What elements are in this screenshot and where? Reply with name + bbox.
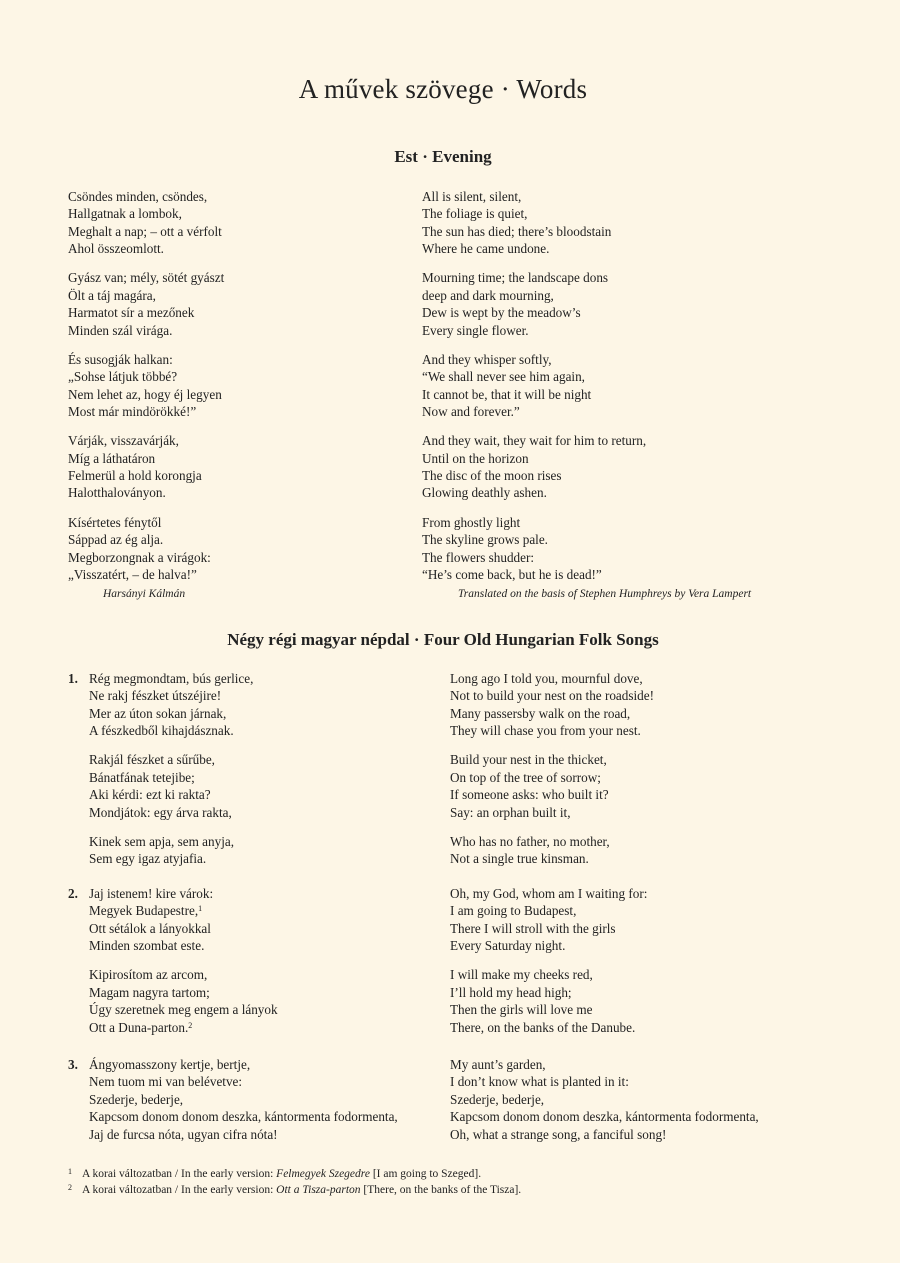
verse-text: “He’s come back, but he is dead!” xyxy=(422,566,602,582)
verse-line xyxy=(450,722,654,739)
verse-text: Kísértetes fénytől xyxy=(68,514,162,530)
verse-line xyxy=(89,705,253,722)
verse-text: Szederje, bederje, xyxy=(89,1091,184,1107)
verse-line xyxy=(450,902,647,919)
verse-text: Kapcsom donom donom deszka, kántormenta fodormenta, xyxy=(450,1109,759,1125)
verse-text: The flowers shudder: xyxy=(422,549,535,565)
verse-text: If someone asks: who built it? xyxy=(450,787,609,803)
verse-line xyxy=(450,751,654,768)
verse-text: Rég megmondtam, bús gerlice, xyxy=(89,671,254,686)
verse-text: Long ago I told you, mournful dove, xyxy=(450,671,643,686)
stanza xyxy=(89,751,253,821)
verse-line xyxy=(89,722,253,739)
verse-line xyxy=(422,351,646,368)
verse-text: I’ll hold my head high; xyxy=(450,984,572,1000)
verse-text: Build your nest in the thicket, xyxy=(450,752,607,768)
verse-line xyxy=(89,850,253,867)
verse-line xyxy=(68,450,224,467)
verse-text: Now and forever.” xyxy=(422,404,520,420)
verse-line xyxy=(422,467,646,484)
verse-text: The skyline grows pale. xyxy=(422,532,548,548)
verse-line xyxy=(450,1108,759,1125)
verse-text: Kipirosítom az arcom, xyxy=(89,967,208,983)
verse-text: There I will stroll with the girls xyxy=(450,920,616,936)
verse-text: Who has no father, no mother, xyxy=(450,833,610,849)
verse-line xyxy=(450,1073,759,1090)
verse-line xyxy=(89,751,253,768)
verse-line xyxy=(89,966,278,983)
verse-line xyxy=(422,450,646,467)
verse-text: Harmatot sír a mezőnek xyxy=(68,305,195,321)
verse-line xyxy=(450,1019,647,1036)
verse-text: Sem egy igaz atyjafia. xyxy=(89,851,207,867)
verse-line xyxy=(89,1056,398,1073)
stanza xyxy=(89,885,278,955)
verse-line xyxy=(422,403,646,420)
verse-line xyxy=(68,531,224,548)
verse-text: Until on the horizon xyxy=(422,450,529,466)
verse-line xyxy=(450,1056,759,1073)
verse-line xyxy=(450,769,654,786)
est-english-column xyxy=(422,188,646,595)
verse-line xyxy=(422,205,646,222)
verse-text: Sáppad az ég alja. xyxy=(68,532,164,548)
verse-text: “We shall never see him again, xyxy=(422,369,585,385)
verse-text: Minden szombat este. xyxy=(89,938,205,954)
song-3-hungarian xyxy=(89,1056,398,1155)
verse-line xyxy=(89,1019,278,1036)
verse-line xyxy=(89,1073,398,1090)
stanza xyxy=(422,269,646,339)
verse-line xyxy=(89,670,253,687)
verse-line xyxy=(450,1091,759,1108)
verse-line xyxy=(68,467,224,484)
stanza xyxy=(89,1056,398,1143)
verse-text: Oh, my God, whom am I waiting for: xyxy=(450,886,648,901)
verse-text: Not to build your nest on the roadside! xyxy=(450,688,655,704)
verse-line xyxy=(89,687,253,704)
verse-line xyxy=(89,1126,398,1143)
footnote-prefix: A korai változatban / In the early version: xyxy=(82,1168,277,1180)
verse-line xyxy=(89,1001,278,1018)
verse-line xyxy=(68,484,224,501)
stanza xyxy=(89,966,278,1036)
verse-text: Not a single true kinsman. xyxy=(450,851,589,867)
verse-line xyxy=(422,531,646,548)
verse-text: Every single flower. xyxy=(422,322,529,338)
verse-text: Kinek sem apja, sem anyja, xyxy=(89,833,235,849)
stanza xyxy=(422,351,646,421)
verse-text: Meghalt a nap; – ott a vérfolt xyxy=(68,223,222,239)
verse-text: Where he came undone. xyxy=(422,241,550,257)
song-2-hungarian xyxy=(89,885,278,1048)
verse-text: On top of the tree of sorrow; xyxy=(450,769,601,785)
footnote-translation: [I am going to Szeged]. xyxy=(369,1168,482,1180)
verse-line xyxy=(68,351,224,368)
verse-line xyxy=(68,188,224,205)
footnote-original: Felmegyek Szegedre xyxy=(276,1168,370,1180)
verse-text: Bánatfának tetejibe; xyxy=(89,769,195,785)
verse-text: És susogják halkan: xyxy=(68,351,173,367)
verse-text: Várják, visszavárják, xyxy=(68,433,179,449)
section-heading-est: Est · Evening xyxy=(394,147,492,166)
verse-line xyxy=(89,984,278,1001)
verse-text: Glowing deathly ashen. xyxy=(422,485,547,501)
footnote xyxy=(68,1180,521,1198)
verse-text: The foliage is quiet, xyxy=(422,206,528,222)
section-heading-folk-songs: Négy régi magyar népdal · Four Old Hungarian Folk Songs xyxy=(227,630,659,649)
verse-line xyxy=(422,514,646,531)
song-2-english xyxy=(450,885,647,1048)
poet-credit: Harsányi Kálmán xyxy=(103,588,186,600)
verse-text: It cannot be, that it will be night xyxy=(422,386,592,402)
verse-line xyxy=(89,786,253,803)
verse-line xyxy=(89,769,253,786)
verse-text: And they wait, they wait for him to return, xyxy=(422,433,647,449)
verse-text: Nem tuom mi van belévetve: xyxy=(89,1074,243,1090)
verse-line xyxy=(422,484,646,501)
stanza xyxy=(422,514,646,584)
verse-text: And they whisper softly, xyxy=(422,351,552,367)
verse-text: Ángyomasszony kertje, bertje, xyxy=(89,1057,251,1072)
verse-line xyxy=(68,386,224,403)
verse-text: deep and dark mourning, xyxy=(422,287,554,303)
verse-line xyxy=(68,287,224,304)
stanza xyxy=(450,1056,759,1143)
verse-text: Kapcsom donom donom deszka, kántormenta fodormenta, xyxy=(89,1109,398,1125)
verse-text: Szederje, bederje, xyxy=(450,1091,545,1107)
stanza xyxy=(68,269,224,339)
verse-line xyxy=(450,984,647,1001)
verse-text: Ott sétálok a lányokkal xyxy=(89,920,211,936)
verse-text: Mer az úton sokan járnak, xyxy=(89,705,227,721)
verse-line xyxy=(422,368,646,385)
footnote-translation: [There, on the banks of the Tisza]. xyxy=(360,1184,522,1196)
footnote-original: Ott a Tisza-parton xyxy=(276,1184,361,1196)
verse-line xyxy=(422,566,646,583)
verse-line xyxy=(422,322,646,339)
song-number: 2. xyxy=(68,886,78,901)
verse-text: Hallgatnak a lombok, xyxy=(68,206,182,222)
verse-line xyxy=(68,566,224,583)
stanza xyxy=(68,188,224,258)
page-title: A művek szövege · Words xyxy=(298,74,588,104)
stanza xyxy=(422,188,646,258)
est-hungarian-column xyxy=(68,188,224,595)
verse-line xyxy=(450,1126,759,1143)
verse-line xyxy=(89,920,278,937)
verse-text: Rakjál fészket a sűrűbe, xyxy=(89,752,215,768)
verse-text: Ölt a táj magára, xyxy=(68,287,156,303)
verse-text: They will chase you from your nest. xyxy=(450,723,641,739)
verse-text: Many passersby walk on the road, xyxy=(450,705,631,721)
verse-text: Megyek Budapestre, xyxy=(89,903,199,919)
verse-line xyxy=(450,850,654,867)
verse-text: Felmerül a hold korongja xyxy=(68,468,202,484)
verse-text: Ahol összeomlott. xyxy=(68,241,164,257)
translator-credit: Translated on the basis of Stephen Humphreys by Vera Lampert xyxy=(458,588,752,600)
verse-line xyxy=(422,432,646,449)
verse-line xyxy=(68,205,224,222)
verse-line xyxy=(422,287,646,304)
verse-line xyxy=(450,833,654,850)
verse-line xyxy=(68,269,224,286)
verse-line xyxy=(450,670,654,687)
verse-line xyxy=(422,549,646,566)
verse-text: Nem lehet az, hogy éj legyen xyxy=(68,386,222,402)
verse-text: Oh, what a strange song, a fanciful song! xyxy=(450,1126,667,1142)
verse-line xyxy=(89,833,253,850)
song-1-english xyxy=(450,670,654,879)
verse-line xyxy=(422,223,646,240)
verse-text: I am going to Budapest, xyxy=(450,903,577,919)
verse-text: Then the girls will love me xyxy=(450,1002,593,1018)
verse-line xyxy=(89,885,278,902)
stanza xyxy=(68,514,224,584)
verse-text: Dew is wept by the meadow’s xyxy=(422,305,581,321)
verse-line xyxy=(89,937,278,954)
verse-line xyxy=(450,804,654,821)
verse-line xyxy=(68,304,224,321)
stanza xyxy=(89,670,253,740)
verse-line xyxy=(89,804,253,821)
verse-line xyxy=(68,223,224,240)
verse-text: A fészkedből kihajdásznak. xyxy=(89,723,234,739)
verse-text: Halotthaloványon. xyxy=(68,485,166,501)
verse-line xyxy=(450,920,647,937)
verse-text: Mondjátok: egy árva rakta, xyxy=(89,804,232,820)
verse-line xyxy=(422,304,646,321)
verse-text: Minden szál virága. xyxy=(68,322,173,338)
stanza xyxy=(450,751,654,821)
verse-line xyxy=(450,1001,647,1018)
verse-text: Ne rakj fészket útszéjire! xyxy=(89,688,222,704)
verse-text: Úgy szeretnek meg engem a lányok xyxy=(89,1002,278,1018)
verse-text: „Sohse látjuk többé? xyxy=(68,369,178,385)
verse-line xyxy=(68,322,224,339)
verse-line xyxy=(450,687,654,704)
verse-text: There, on the banks of the Danube. xyxy=(450,1019,636,1035)
verse-text: „Visszatért, – de halva!” xyxy=(68,566,197,582)
verse-text: Say: an orphan built it, xyxy=(450,804,571,820)
verse-line xyxy=(68,368,224,385)
verse-line xyxy=(450,705,654,722)
stanza xyxy=(89,833,253,868)
verse-text: Magam nagyra tartom; xyxy=(89,984,210,1000)
verse-line xyxy=(68,549,224,566)
verse-text: Every Saturday night. xyxy=(450,938,566,954)
song-3-english xyxy=(450,1056,759,1155)
verse-text: Jaj de furcsa nóta, ugyan cifra nóta! xyxy=(89,1126,278,1142)
stanza xyxy=(450,833,654,868)
verse-text: I don’t know what is planted in it: xyxy=(450,1074,629,1090)
verse-text: My aunt’s garden, xyxy=(450,1057,546,1072)
verse-text: Ott a Duna-parton. xyxy=(89,1019,189,1035)
footnote-reference: 1 xyxy=(198,904,203,914)
verse-line xyxy=(68,403,224,420)
verse-line xyxy=(89,1108,398,1125)
footnote-prefix: A korai változatban / In the early version: xyxy=(82,1184,277,1196)
verse-text: Mourning time; the landscape dons xyxy=(422,270,609,286)
stanza xyxy=(68,432,224,502)
verse-line xyxy=(450,885,647,902)
stanza xyxy=(422,432,646,502)
verse-line xyxy=(450,937,647,954)
stanza xyxy=(450,966,647,1036)
verse-text: Csöndes minden, csöndes, xyxy=(68,189,208,204)
verse-text: Megborzongnak a virágok: xyxy=(68,549,211,565)
footnote-mark: 1 xyxy=(68,1167,72,1176)
verse-line xyxy=(68,240,224,257)
verse-text: Most már mindörökké!” xyxy=(68,404,197,420)
verse-line xyxy=(450,966,647,983)
song-number: 3. xyxy=(68,1057,78,1072)
verse-line xyxy=(68,514,224,531)
verse-text: The sun has died; there’s bloodstain xyxy=(422,223,612,239)
verse-text: The disc of the moon rises xyxy=(422,468,562,484)
stanza xyxy=(68,351,224,421)
verse-text: Gyász van; mély, sötét gyászt xyxy=(68,270,225,286)
verse-text: I will make my cheeks red, xyxy=(450,967,593,983)
verse-line xyxy=(68,432,224,449)
verse-line xyxy=(422,240,646,257)
stanza xyxy=(450,670,654,740)
verse-line xyxy=(89,1091,398,1108)
song-1-hungarian xyxy=(89,670,253,879)
song-number: 1. xyxy=(68,671,78,686)
verse-line xyxy=(89,902,278,919)
stanza xyxy=(450,885,647,955)
verse-text: All is silent, silent, xyxy=(422,189,522,204)
footnote-reference: 2 xyxy=(188,1020,193,1030)
footnote-mark: 2 xyxy=(68,1183,72,1192)
verse-text: Míg a láthatáron xyxy=(68,450,156,466)
verse-line xyxy=(422,269,646,286)
verse-text: From ghostly light xyxy=(422,514,521,530)
verse-line xyxy=(450,786,654,803)
verse-line xyxy=(422,188,646,205)
verse-line xyxy=(422,386,646,403)
verse-text: Aki kérdi: ezt ki rakta? xyxy=(89,787,211,803)
verse-text: Jaj istenem! kire várok: xyxy=(89,886,214,901)
